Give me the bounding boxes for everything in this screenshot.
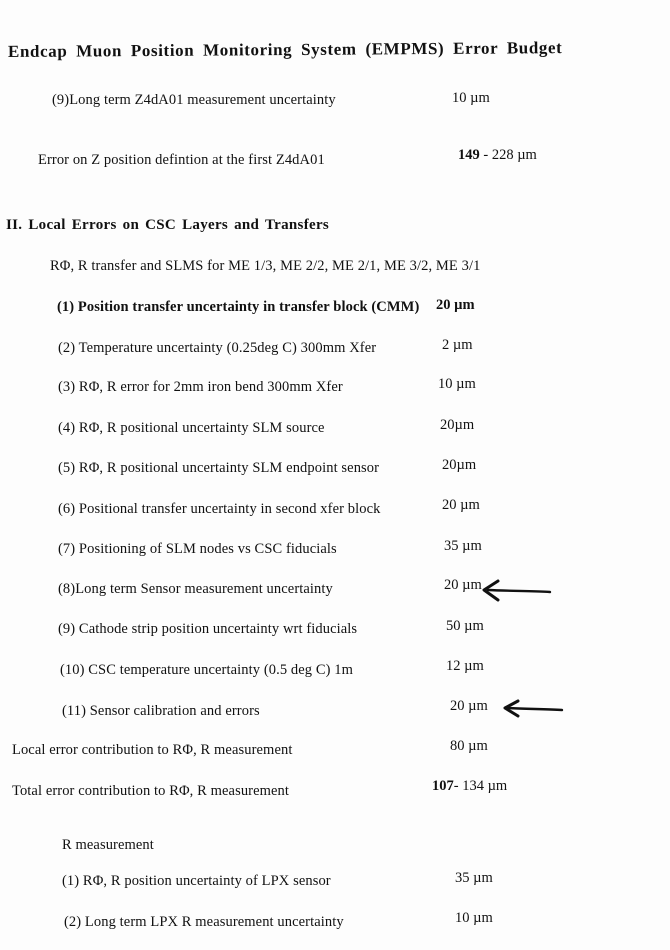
arrow-left-icon bbox=[478, 578, 552, 604]
item-label: (3) RΦ, R error for 2mm iron bend 300mm Xfer bbox=[58, 379, 343, 395]
item-label: (9) Cathode strip position uncertainty wrt fiducials bbox=[58, 621, 358, 637]
z-error-value: 149 - 228 µm bbox=[458, 147, 537, 163]
item-value: 20 µm bbox=[450, 698, 488, 714]
item-value: 20µm bbox=[440, 417, 475, 433]
local-contribution-label: Local error contribution to RΦ, R measurement bbox=[12, 742, 293, 758]
item-value: 20 µm bbox=[444, 577, 482, 593]
item-label: (7) Positioning of SLM nodes vs CSC fiducials bbox=[58, 541, 337, 557]
item-value: 20 µm bbox=[436, 297, 475, 313]
item-value: 10 µm bbox=[452, 90, 490, 106]
z-error-label: Error on Z position defintion at the first Z4dA01 bbox=[38, 152, 325, 168]
r-measurement-heading: R measurement bbox=[62, 837, 154, 853]
total-contribution-label: Total error contribution to RΦ, R measurement bbox=[12, 783, 290, 799]
item-label: (2) Temperature uncertainty (0.25deg C) 300mm Xfer bbox=[58, 340, 377, 356]
item-label: (10) CSC temperature uncertainty (0.5 deg C) 1m bbox=[60, 662, 354, 678]
item-value: 2 µm bbox=[442, 337, 473, 353]
item-value: 50 µm bbox=[446, 618, 484, 634]
item-label: (2) Long term LPX R measurement uncertainty bbox=[64, 914, 344, 930]
item-value: 20 µm bbox=[442, 497, 480, 513]
item-label: (1) Position transfer uncertainty in transfer block (CMM) bbox=[57, 299, 420, 315]
item-value: 10 µm bbox=[455, 910, 493, 926]
item-value: 12 µm bbox=[446, 658, 484, 674]
item-label: (6) Positional transfer uncertainty in second xfer block bbox=[58, 501, 381, 517]
item-value: 35 µm bbox=[444, 538, 482, 554]
item-value: 20µm bbox=[442, 457, 477, 473]
document-title: Endcap Muon Position Monitoring System (EMPMS) Error Budget bbox=[7, 38, 563, 61]
item-label: (5) RΦ, R positional uncertainty SLM endpoint sensor bbox=[58, 460, 380, 476]
total-contribution-value: 107- 134 µm bbox=[432, 778, 508, 794]
item-label: (4) RΦ, R positional uncertainty SLM source bbox=[58, 420, 325, 436]
item-value: 10 µm bbox=[438, 376, 476, 392]
section-heading: II. Local Errors on CSC Layers and Transfers bbox=[6, 217, 330, 233]
subheading: RΦ, R transfer and SLMS for ME 1/3, ME 2/2, ME 2/1, ME 3/2, ME 3/1 bbox=[50, 258, 481, 274]
local-contribution-value: 80 µm bbox=[450, 738, 488, 754]
item-value: 35 µm bbox=[455, 870, 493, 886]
item-label: (11) Sensor calibration and errors bbox=[62, 703, 260, 719]
arrow-left-icon bbox=[500, 698, 564, 720]
item-label: (9)Long term Z4dA01 measurement uncertainty bbox=[52, 92, 336, 108]
item-label: (1) RΦ, R position uncertainty of LPX sensor bbox=[62, 873, 331, 889]
item-label: (8)Long term Sensor measurement uncertainty bbox=[58, 581, 333, 597]
